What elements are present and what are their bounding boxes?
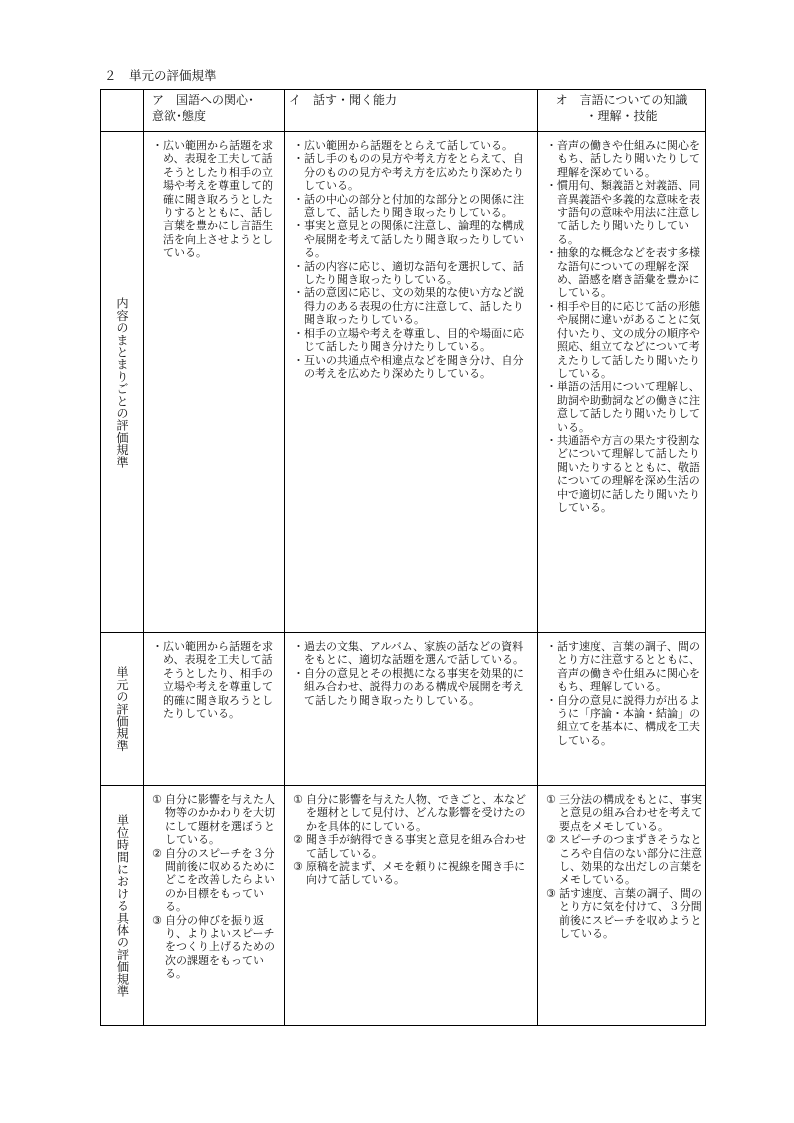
list-item <box>152 847 281 914</box>
list-item-text: 聞き手が納得できる事実と意見を組み合わせて話している。 <box>306 833 526 860</box>
list-item <box>293 667 534 707</box>
bullet-mark: ・ <box>293 326 304 340</box>
list-item <box>152 793 281 847</box>
section-title: ２ 単元の評価規準 <box>104 68 217 83</box>
bullet-mark: ・ <box>293 353 304 367</box>
list-item <box>293 860 534 887</box>
cell-1-a <box>144 633 285 786</box>
list-item <box>546 640 703 694</box>
list-item <box>152 640 281 720</box>
list-item <box>152 914 281 981</box>
list-item <box>293 193 534 220</box>
cell-1-i <box>285 633 538 786</box>
list-item <box>293 833 534 860</box>
list-item-text: 話の内容に応じ、適切な語句を選択して、話したり聞き取ったりしている。 <box>304 259 524 287</box>
list-item-text: 互いの共通点や相違点などを聞き分け、自分の考えを広めたり深めたりしている。 <box>304 353 524 380</box>
list-item-text: 話の中心の部分と付加的な部分との関係に注意して、話したり聞き取ったりしている。 <box>304 192 524 220</box>
list-item <box>293 286 534 326</box>
list-item-text: 自分に影響を与えた人物等のかかわりを大切にして題材を選ぼうとしている。 <box>165 793 275 847</box>
list-item-text: 原稿を読まず、メモを頼りに視線を聞き手に向けて話している。 <box>306 860 526 887</box>
list-item <box>546 246 703 300</box>
bullet-mark: ・ <box>546 380 557 394</box>
row-lesson-criteria <box>101 786 706 1026</box>
row-label-text: 単元の評価規準 <box>115 666 129 752</box>
list-item-text: 話し手のものの見方や考え方をとらえて、自分のものの見方や考え方を広めたり深めたりしている。 <box>304 152 524 193</box>
item-number: ① <box>293 793 303 806</box>
row-label-content <box>101 132 144 633</box>
header-row <box>101 90 706 132</box>
list-item <box>293 327 534 354</box>
bullet-mark: ・ <box>293 192 304 206</box>
bullet-mark: ・ <box>293 666 304 680</box>
list-item <box>293 793 534 833</box>
bullet-mark: ・ <box>546 299 557 313</box>
evaluation-criteria-table <box>100 89 706 1026</box>
list-item-text: 単語の活用について理解し、助詞や助動詞などの働きに注意して話したり聞いたりしている。 <box>557 380 700 434</box>
list-item-text: 音声の働きや仕組みに関心をもち、話したり聞いたりして理解を深めている。 <box>557 139 700 179</box>
list-item <box>546 434 703 514</box>
list-item <box>293 260 534 287</box>
list-item <box>293 640 534 667</box>
list-item-text: 広い範囲から話題を求め、表現を工夫して話そうとしたり相手の立場や考えを尊重して的確に聞き取ろうとしたりするとともに、話し言葉を豊かにし言語生活を向上させようとしている。 <box>163 139 273 260</box>
header-o <box>538 90 706 132</box>
item-number: ③ <box>546 886 556 900</box>
header-text: オ 言語についての知識 ・理解・技能 <box>555 93 688 123</box>
item-number: ② <box>152 846 162 860</box>
bullet-mark: ・ <box>293 286 304 300</box>
bullet-mark: ・ <box>546 433 557 447</box>
bullet-mark: ・ <box>152 139 163 152</box>
list-item-text: 話す速度、言葉の調子、間のとり方に注意するとともに、音声の働きや仕組みに関心をもち、理解している。 <box>557 640 700 694</box>
list-item <box>546 139 703 179</box>
list-item <box>546 179 703 246</box>
row-unit-criteria <box>101 633 706 786</box>
list-item-text: 話す速度、言葉の調子、間のとり方に気を付けて、３分間前後にスピーチを収めようとしている。 <box>559 886 702 941</box>
list-item-text: スピーチのつまずきそうなところや自信のない部分に注意し、効果的な出だしの言葉をメモしている。 <box>559 833 702 887</box>
list-item-text: 自分の意見とその根拠になる事実を効果的に組み合わせ、説得力のある構成や展開を考えて話したり聞き取ったりしている。 <box>304 666 524 707</box>
bullet-mark: ・ <box>293 152 304 166</box>
row-content-criteria <box>101 132 706 633</box>
bullet-mark: ・ <box>293 219 304 233</box>
cell-0-o <box>538 132 706 633</box>
list-item-text: 広い範囲から話題をとらえて話している。 <box>304 139 513 152</box>
cell-0-i <box>285 132 538 633</box>
corner-cell <box>101 90 144 132</box>
list-item <box>546 793 703 833</box>
item-number: ② <box>546 833 556 847</box>
cell-2-a <box>144 786 285 1026</box>
list-item <box>546 380 703 434</box>
item-number: ① <box>152 793 162 806</box>
item-number: ① <box>546 793 556 806</box>
bullet-mark: ・ <box>293 139 304 152</box>
list-item <box>546 300 703 380</box>
list-item-text: 共通語や方言の果たす役割などについて理解して話したり聞いたりするとともに、敬語についての理解を深め生活の中で適切に話したり聞いたりしている。 <box>557 433 700 514</box>
bullet-mark: ・ <box>293 640 304 653</box>
cell-0-a <box>144 132 285 633</box>
row-label-lesson <box>101 786 144 1026</box>
bullet-mark: ・ <box>293 259 304 273</box>
header-text: ア 国語への関心･ 意欲･態度 <box>152 93 255 123</box>
bullet-mark: ・ <box>152 640 163 653</box>
list-item-text: 慣用句、類義語と対義語、同音異義語や多義的な意味を表す語句の意味や用法に注意して話したり聞いたりしている。 <box>557 179 700 246</box>
list-item <box>546 887 703 941</box>
bullet-mark: ・ <box>546 640 557 653</box>
bullet-mark: ・ <box>546 179 557 193</box>
list-item <box>293 219 534 259</box>
list-item <box>293 139 534 152</box>
item-number: ② <box>293 833 303 847</box>
list-item-text: 自分の伸びを振り返り、よりよいスピーチをつくり上げるための次の課題をもっている。 <box>165 913 275 981</box>
header-a <box>144 90 285 132</box>
row-label-text: 内容のまとまりごとの評価規準 <box>115 296 129 468</box>
row-label-text: 単位時間における具体の評価規準 <box>115 814 130 997</box>
row-label-unit <box>101 633 144 786</box>
list-item-text: 広い範囲から話題を求め、表現を工夫して話そうとしたり、相手の立場や考えを尊重して的確に聞き取ろうとしたりしている。 <box>163 640 273 721</box>
cell-2-i <box>285 786 538 1026</box>
list-item-text: 自分に影響を与えた人物、できごと、本などを題材として見付け、どんな影響を受けたのかを具体的にしている。 <box>306 793 526 833</box>
item-number: ③ <box>152 913 162 927</box>
list-item-text: 自分の意見に説得力が出るように「序論・本論・結論」の組立てを基本に、構成を工夫している。 <box>557 693 700 747</box>
bullet-mark: ・ <box>546 139 557 152</box>
list-item-text: 話の意図に応じ、文の効果的な使い方など説得力のある表現の仕方に注意して、話したり聞き取ったりしている。 <box>304 286 524 327</box>
list-item <box>293 354 534 381</box>
list-item-text: 相手や目的に応じて話の形態や展開に違いがあることに気付いたり、文の成分の順序や照応、組立てなどについて考えたりして話したり聞いたりしている。 <box>557 299 700 380</box>
cell-2-o <box>538 786 706 1026</box>
item-number: ③ <box>293 860 303 874</box>
list-item-text: 過去の文集、アルバム、家族の話などの資料をもとに、適切な話題を選んで話している。 <box>304 640 524 667</box>
list-item-text: 三分法の構成をもとに、事実と意見の組み合わせを考えて要点をメモしている。 <box>559 793 702 833</box>
cell-1-o <box>538 633 706 786</box>
list-item <box>152 139 281 260</box>
list-item-text: 抽象的な概念などを表す多様な語句についての理解を深め、語感を磨き語彙を豊かにしている。 <box>557 246 700 300</box>
list-item-text: 相手の立場や考えを尊重し、目的や場面に応じて話したり聞き分けたりしている。 <box>304 326 524 354</box>
list-item <box>293 152 534 192</box>
bullet-mark: ・ <box>546 693 557 707</box>
list-item-text: 自分のスピーチを３分間前後に収めるためにどこを改善したらよいのか目標をもっている。 <box>165 846 275 914</box>
list-item <box>546 694 703 748</box>
list-item <box>546 833 703 887</box>
list-item-text: 事実と意見との関係に注意し、論理的な構成や展開を考えて話したり聞き取ったりしている。 <box>304 219 524 260</box>
header-i: イ 話す・聞く能力 <box>285 90 538 132</box>
bullet-mark: ・ <box>546 246 557 260</box>
